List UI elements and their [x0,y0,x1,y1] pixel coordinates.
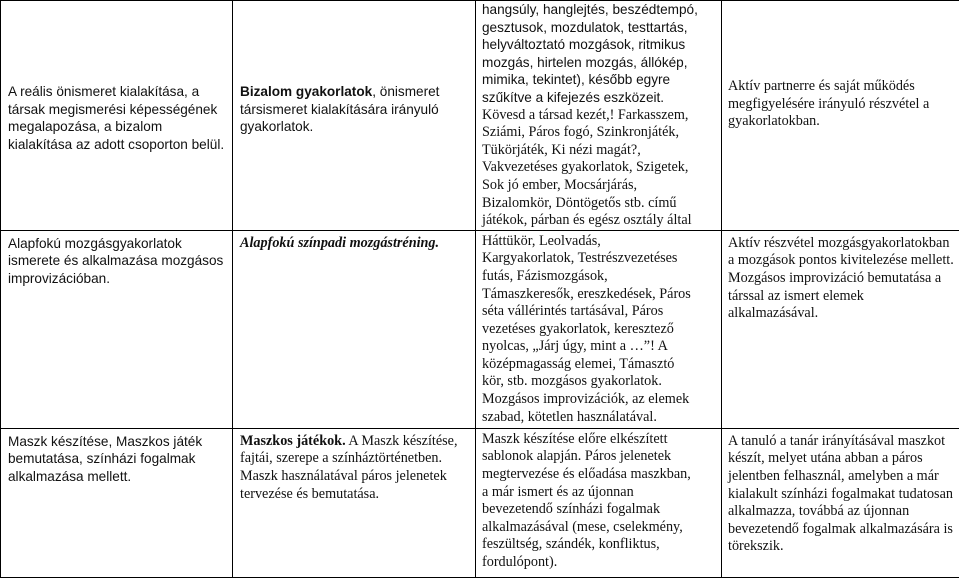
table-row [1,230,959,428]
student-cell [722,1,959,231]
activity-cell [476,1,722,231]
activity-cell [476,428,722,577]
student-cell [722,230,959,428]
goal-cell [1,230,233,428]
content-rest: , önismeret társismeret kialakítására irányuló gyakorlatok. [240,84,439,134]
content-cell [233,1,476,231]
activity-cell [476,230,722,428]
student-cell [722,428,959,577]
table-row [1,1,959,231]
content-text [233,1,475,136]
content-bold: Bizalom gyakorlatok [240,84,372,99]
table-row [1,428,959,577]
content-text [233,231,475,253]
goal-text: A reális önismeret kialakítása, a társak megismerési képességének megalapozása, a bizalom kialakítása az adott csoporton belül. [1,1,232,153]
content-text [233,429,475,503]
goal-text: Maszk készítése, Maszkos játék bemutatása, színházi fogalmak alkalmazása mellett. [1,429,232,486]
activity-text: Maszk készítése előre elkészített sablonok alapján. Páros jelenetek megtervezése és előadása maszkban, a már ismert és az újonnan bevezetendő színházi fogalmak alkalmazásával (mese, cselekmény, feszültség, szándék, konfliktus, fordulópont). [476,429,721,572]
content-bold: Alapfokú színpadi mozgástréning. [240,235,439,251]
student-text: Aktív részvétel mozgásgyakorlatokban a mozgások pontos kivitelezése mellett. Mozgásos improvizáció bemutatása a társsal az ismert elemek alkalmazásával. [722,231,959,323]
content-cell [233,428,476,577]
content-bold: Maszkos játékok. [240,433,346,449]
student-text: A tanuló a tanár irányításával maszkot készít, melyet utána abban a páros jelentben felhasznál, amelyben a már kialakult színházi fogalmakat tudatosan alkalmazza, továbbá az újonnan bevezetendő fogalmak alkalmazására is törekszik. [722,429,959,556]
content-cell [233,230,476,428]
goal-text: Alapfokú mozgásgyakorlatok ismerete és alkalmazása mozgásos improvizációban. [1,231,232,288]
activity-text: Kövesd a társad kezét,! Farkasszem, Sziámi, Páros fogó, Szinkronjáték, Tükörjáték, Ki nézi magát?, Vakvezetéses gyakorlatok, Szigetek, Sok jó ember, Mocsárjárás, Bizalomkör, Döntögetős stb. című játékok, párban és egész osztály által [476,107,721,230]
student-text: Aktív partnerre és saját működés megfigyelésére irányuló részvétel a gyakorlatokban. [722,1,959,131]
goal-cell [1,428,233,577]
activity-text: Háttükör, Leolvadás, Kargyakorlatok, Testrészvezetéses futás, Fázismozgások, Támaszkeresők, ereszkedések, Páros séta vállérintés tartásával, Páros vezetéses gyakorlatok, keresztező nyolcas, „Járj úgy, mint a …”! A középmagasság elemei, Támasztó kör, stb. mozgásos gyakorlatok. Mozgásos improvizációk, az elemek szabad, kötetlen használatával. [476,231,721,427]
activity-top-text: hangsúly, hanglejtés, beszédtempó, gesztusok, mozdulatok, testtartás, helyváltoztató mozgások, ritmikus mozgás, hirtelen mozgás, állókép, mimika, tekintet), később egyre szűkítve a kifejezés eszközeit. [476,1,721,107]
goal-cell [1,1,233,231]
content-rest: A Maszk készítése, fajtái, szerepe a színháztörténetben. Maszk használatával páros jelenetek tervezése és bemutatása. [240,433,458,502]
